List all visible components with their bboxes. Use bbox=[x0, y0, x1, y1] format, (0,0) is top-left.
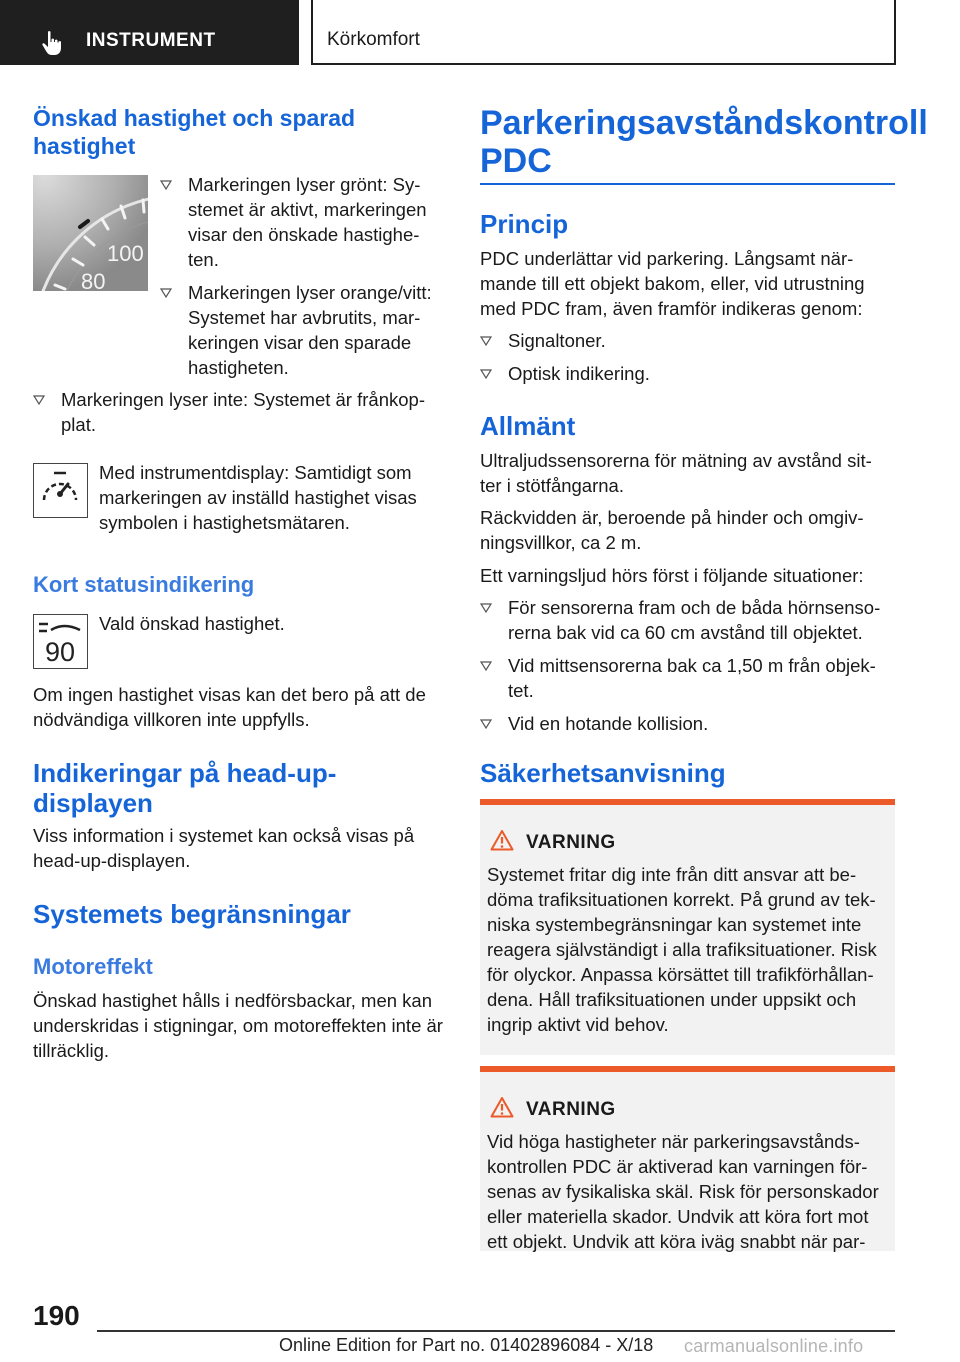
warning-title: VARNING bbox=[526, 1099, 616, 1120]
section-title: INSTRUMENT bbox=[86, 30, 216, 51]
speed-90-number: 90 bbox=[45, 637, 76, 667]
section-tab bbox=[0, 0, 299, 65]
bullet-triangle-icon bbox=[480, 603, 492, 613]
heading-pdc: Parkeringsavståndskontroll PDC bbox=[480, 104, 928, 180]
instrument-note: Med instrumentdisplay: Samtidigt som markeringen av inställd hastighet visas symbolen i hastighetsmätaren. bbox=[99, 462, 417, 533]
general-bullets bbox=[480, 595, 896, 736]
list-item: Markeringen lyser orange/vitt: Systemet har avbrutits, mar-keringen visar den sparade hastigheten. bbox=[160, 280, 440, 380]
bullet-triangle-icon bbox=[480, 369, 492, 379]
list-item: Vid en hotande kollision. bbox=[480, 711, 896, 736]
heading-status: Kort statusindikering bbox=[33, 572, 255, 597]
heading-desired-speed: Önskad hastighet och sparad hastighet bbox=[33, 105, 356, 159]
list-item: Markeringen lyser grönt: Sy-stemet är aktivt, markeringen visar den önskade hastighe-ten. bbox=[160, 172, 440, 272]
bullet-triangle-icon bbox=[480, 719, 492, 729]
bullet-triangle-icon bbox=[160, 288, 172, 298]
heading-limits: Systemets begränsningar bbox=[33, 899, 351, 929]
footer-edition: Online Edition for Part no. 01402896084 - X/18 bbox=[279, 1335, 654, 1355]
bullet-marking-off bbox=[33, 387, 441, 437]
list-item: För sensorerna fram och de båda hörnsenso-rerna bak vid ca 60 cm avstånd till objektet. bbox=[480, 595, 896, 645]
warning-title: VARNING bbox=[526, 832, 616, 853]
speed-90-symbol-box bbox=[33, 614, 88, 669]
status-text: Vald önskad hastighet. bbox=[99, 613, 285, 634]
chapter-title: Körkomfort bbox=[327, 29, 420, 50]
bullet-triangle-icon bbox=[160, 180, 172, 190]
bullet-triangle-icon bbox=[33, 395, 45, 405]
chapter-tab bbox=[311, 0, 896, 65]
warning-text: Systemet fritar dig inte från ditt ansvar att be-döma trafiksituationen korrekt. På grund av tek-niska systembegränsningar kan systemet inte reagera självständigt i alla trafiksituationer. Risk för olyckor. Anpassa körsättet till trafikförhållan-dena. Håll trafiksituationen under uppsikt och ingrip aktivt vid behov. bbox=[487, 864, 877, 1035]
heading-engine: Motoreffekt bbox=[33, 954, 153, 979]
general-p2: Räckvidden är, beroende på hinder och omgiv-ningsvillkor, ca 2 m. bbox=[480, 507, 864, 553]
list-item: Markeringen lyser inte: Systemet är frånkop-plat. bbox=[33, 387, 441, 437]
speedometer-image bbox=[33, 175, 148, 291]
heading-principle: Princip bbox=[480, 209, 569, 239]
principle-text: PDC underlättar vid parkering. Långsamt när-mande till ett objekt bakom, eller, vid utrustning med PDC fram, även framför indikeras genom: bbox=[480, 248, 865, 319]
general-p1: Ultraljudssensorerna för mätning av avstånd sit-ter i stötfångarna. bbox=[480, 450, 872, 496]
footer-divider bbox=[97, 1330, 895, 1332]
bullet-triangle-icon bbox=[480, 661, 492, 671]
bullet-triangle-icon bbox=[480, 336, 492, 346]
warning-box-1 bbox=[480, 799, 895, 1055]
warning-triangle-icon bbox=[490, 829, 514, 851]
hand-pointer-icon bbox=[40, 30, 64, 56]
warning-triangle-icon bbox=[490, 1096, 514, 1118]
list-item: Signaltoner. bbox=[480, 328, 892, 353]
page-number: 190 bbox=[33, 1300, 80, 1331]
hud-text: Viss information i systemet kan också visas på head-up-displayen. bbox=[33, 825, 415, 871]
principle-bullets bbox=[480, 328, 892, 386]
heading-safety: Säkerhetsanvisning bbox=[480, 758, 726, 788]
list-item: Optisk indikering. bbox=[480, 361, 892, 386]
speedometer-icon bbox=[34, 464, 86, 516]
speedometer-symbol-box bbox=[33, 463, 88, 518]
heading-general: Allmänt bbox=[480, 411, 576, 441]
heading-divider bbox=[480, 183, 895, 185]
speedo-number-80: 80 bbox=[81, 269, 106, 291]
list-item: Vid mittsensorerna bak ca 1,50 m från objek-tet. bbox=[480, 653, 896, 703]
warning-box-2 bbox=[480, 1066, 895, 1251]
general-p3: Ett varningsljud hörs först i följande situationer: bbox=[480, 565, 864, 586]
status-note: Om ingen hastighet visas kan det bero på att de nödvändiga villkoren inte uppfylls. bbox=[33, 684, 426, 730]
heading-hud: Indikeringar på head-up-displayen bbox=[33, 758, 337, 818]
watermark: carmanualsonline.info bbox=[684, 1336, 864, 1356]
bullet-list-markings bbox=[160, 172, 440, 380]
engine-text: Önskad hastighet hålls i nedförsbackar, men kan underskridas i stigningar, om motoreffekten inte är tillräcklig. bbox=[33, 990, 443, 1061]
speedo-number-100: 100 bbox=[107, 241, 144, 266]
warning-text: Vid höga hastigheter när parkeringsavstånds-kontrollen PDC är aktiverad kan varningen för-senas av fysikaliska skäl. Risk för personskador eller materiella skador. Undvik att köra fort mot ett objekt. Undvik att köra iväg snabbt när par- bbox=[487, 1131, 879, 1252]
